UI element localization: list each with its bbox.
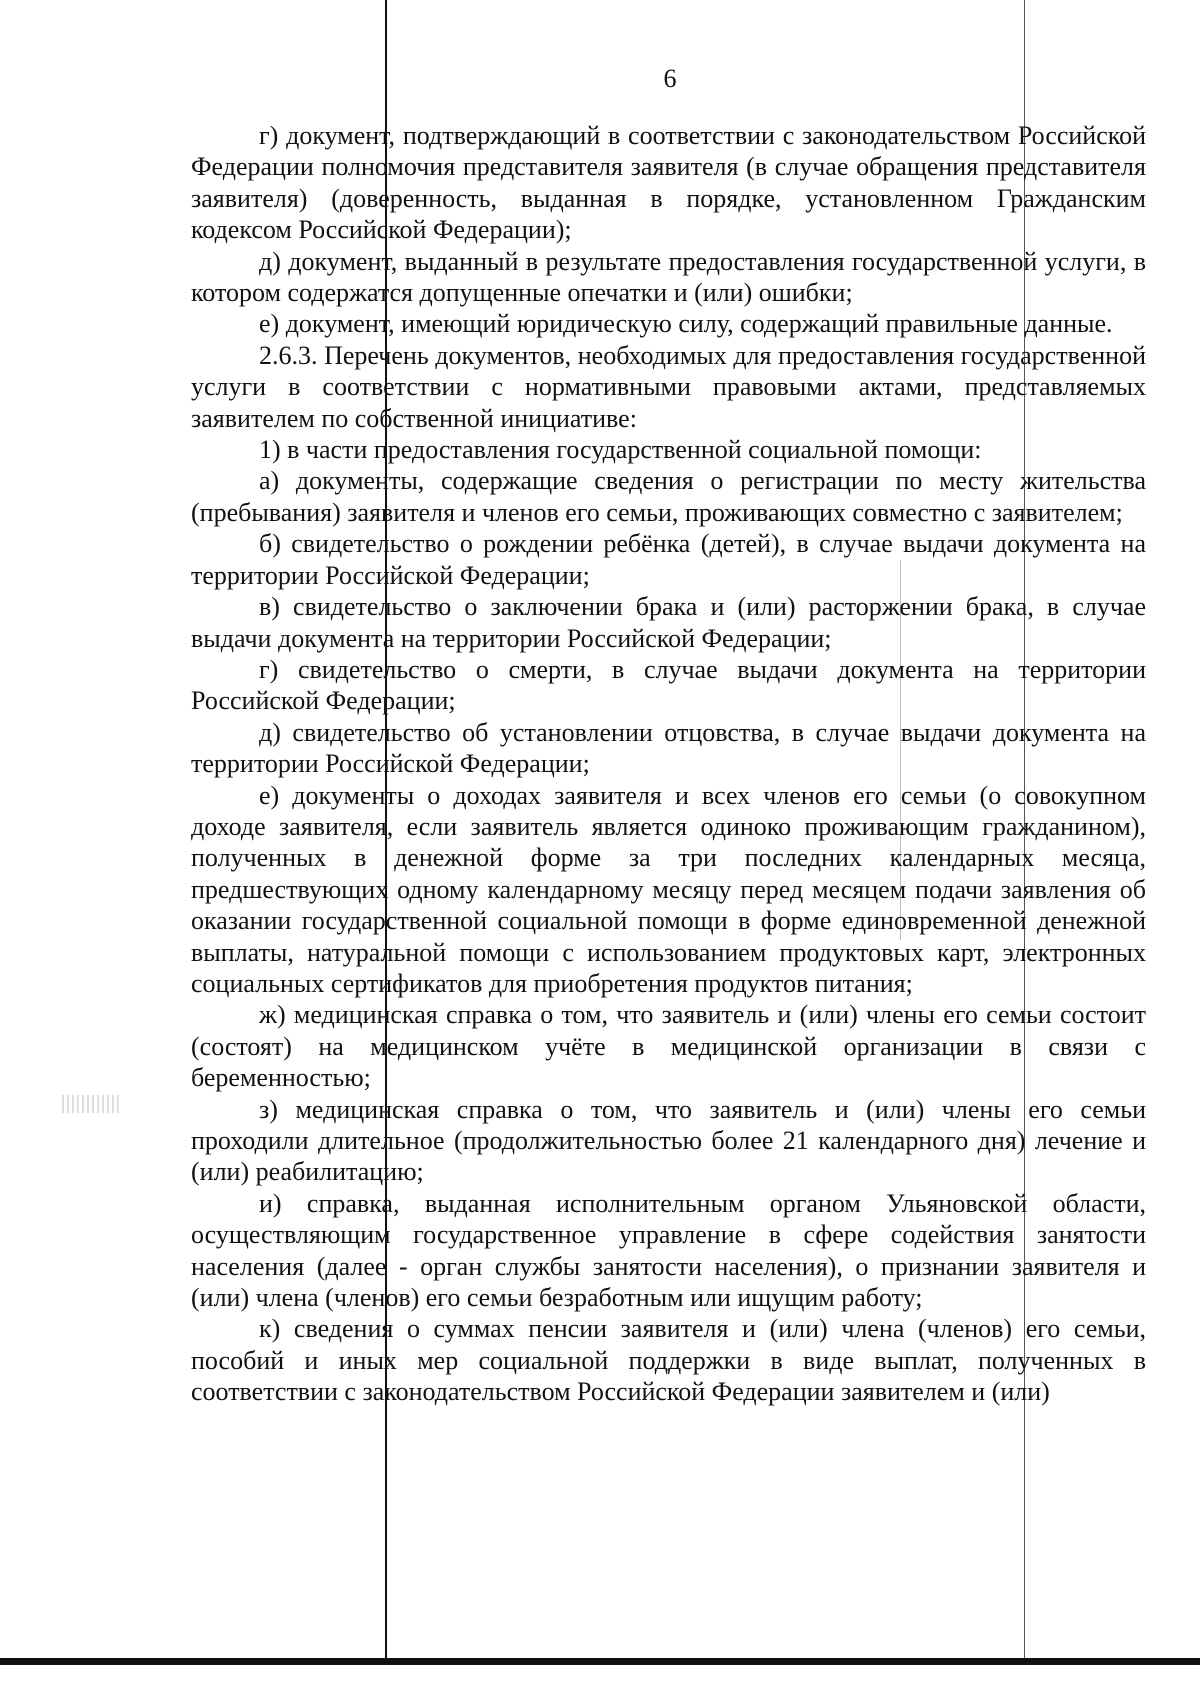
paragraph-item-zh-pregnancy-certificate: ж) медицинская справка о том, что заявитель и (или) члены его семьи состоит (состоят) на медицинском учёте в медицинской организации в связи с беременностью; (191, 1000, 1146, 1093)
paragraph-item-b-birth-certificate: б) свидетельство о рождении ребёнка (детей), в случае выдачи документа на территории Российской Федерации; (191, 529, 1146, 590)
paragraph-item-g-death-certificate: г) свидетельство о смерти, в случае выдачи документа на территории Российской Федерации; (191, 654, 1146, 716)
paragraph-item-e-income-documents: е) документы о доходах заявителя и всех членов его семьи (о совокупном доходе заявителя, если заявитель является одиноко проживающим гражданином), полученных в денежной форме за три последних календарных месяца, предшествующих одному календарному месяцу перед месяцем подачи заявления об оказании государственной социальной помощи в форме единовременной денежной выплаты, натуральной помощи с использованием продуктовых карт, электронных социальных сертификатов для приобретения продуктов питания; (191, 780, 1146, 998)
paragraph-item-e-correct-document: е) документ, имеющий юридическую силу, содержащий правильные данные. (259, 309, 1113, 339)
scan-artifact-speck (62, 1095, 122, 1113)
paragraph-subsection-1: 1) в части предоставления государственной социальной помощи: (259, 435, 982, 465)
paragraph-item-k-pension-information: к) сведения о суммах пенсии заявителя и (или) члена (членов) его семьи, пособий и иных мер социальной поддержки в виде выплат, полученных в соответствии с законодательством Российской Федерации заявителем и (или) (191, 1314, 1146, 1407)
paragraph-item-g-representative-document: г) документ, подтверждающий в соответствии с законодательством Российской Федерации полномочия представителя заявителя (в случае обращения представителя заявителя) (доверенность, выданная в порядке, установленном Гражданским кодексом Российской Федерации); (191, 121, 1146, 245)
paragraph-item-i-employment-certificate: и) справка, выданная исполнительным органом Ульяновской области, осуществляющим государственное управление в сфере содействия занятости населения (далее - орган службы занятости населения), о признании заявителя и (или) члена (членов) его семьи безработным или ищущим работу; (191, 1188, 1146, 1313)
document-body (191, 120, 1146, 1408)
scan-artifact-bottom-edge (0, 1658, 1200, 1665)
paragraph-item-z-treatment-certificate: з) медицинская справка о том, что заявитель и (или) члены его семьи проходили длительное (продолжительностью более 21 календарного дня) лечение и (или) реабилитацию; (191, 1094, 1146, 1187)
paragraph-section-2-6-3: 2.6.3. Перечень документов, необходимых для предоставления государственной услуги в соответствии с нормативными правовыми актами, представляемых заявителем по собственной инициативе: (191, 340, 1146, 433)
paragraph-item-a-registration: а) документы, содержащие сведения о регистрации по месту жительства (пребывания) заявителя и членов его семьи, проживающих совместно с заявителем; (191, 466, 1146, 527)
page-number: 6 (663, 64, 677, 93)
paragraph-item-d-paternity-certificate: д) свидетельство об установлении отцовства, в случае выдачи документа на территории Российской Федерации; (191, 717, 1146, 779)
paragraph-item-d-document-with-errors: д) документ, выданный в результате предоставления государственной услуги, в котором содержатся допущенные опечатки и (или) ошибки; (191, 246, 1146, 308)
paragraph-item-v-marriage-certificate: в) свидетельство о заключении брака и (или) расторжении брака, в случае выдачи документа на территории Российской Федерации; (191, 592, 1146, 653)
